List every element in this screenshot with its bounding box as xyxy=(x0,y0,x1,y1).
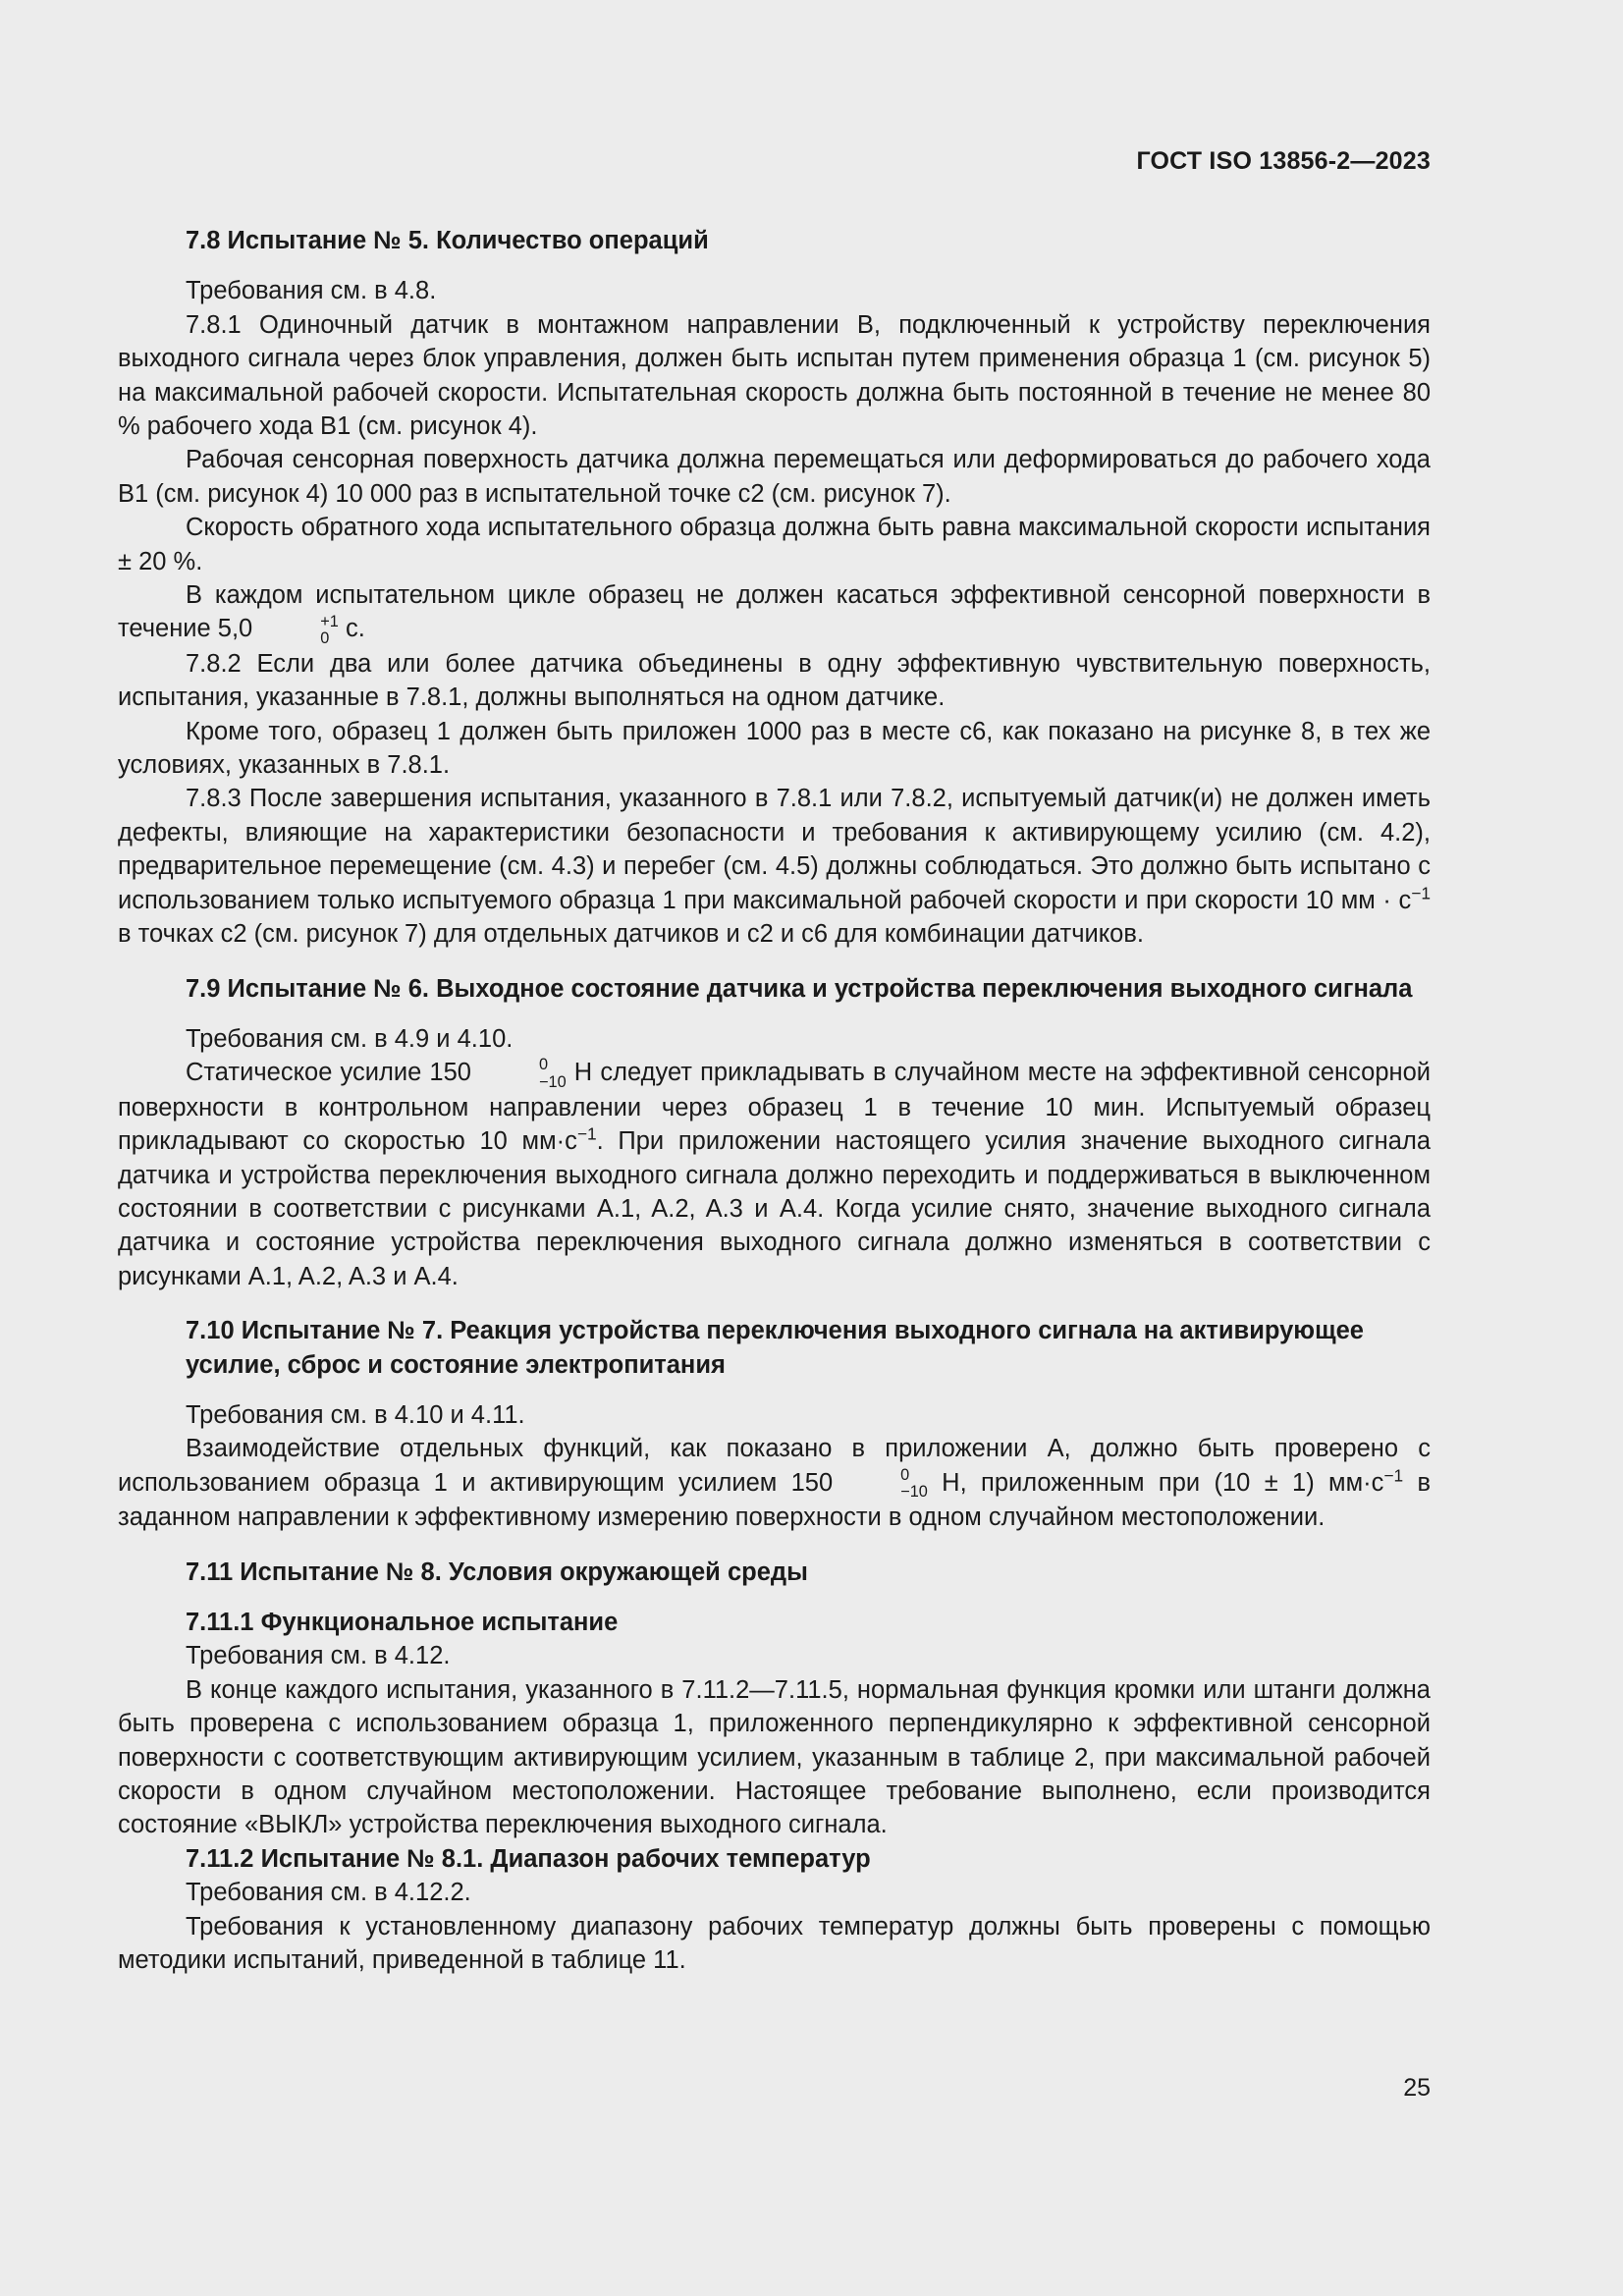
p79-exponent: −1 xyxy=(576,1123,597,1144)
section-7-9-requirements: Требования см. в 4.9 и 4.10. xyxy=(186,1024,514,1053)
section-7-10-requirements: Требования см. в 4.10 и 4.11. xyxy=(186,1400,525,1429)
paragraph-7-8-1-return-speed: Скорость обратного хода испытательного образца должна быть равна максимальной скорости испытания ± 20 %. xyxy=(118,514,1431,575)
p710-text: Взаимодействие отдельных функций, как показано в приложении A, должно быть проверено с использованием образца 1 и активирующим усилием 150 xyxy=(118,1435,1431,1497)
section-7-11-2-heading: 7.11.2 Испытание № 8.1. Диапазон рабочих температур xyxy=(186,1844,871,1873)
section-7-11-1-requirements: Требования см. в 4.12. xyxy=(186,1642,451,1670)
paragraph-7-11-2-temperature: Требования к установленному диапазону рабочих температур должны быть проверены с помощью методики испытаний, приведенной в таблице 11. xyxy=(118,1912,1431,1975)
p710-tolerance-upper: 0 xyxy=(900,1465,910,1484)
p79-tolerance-lower: −10 xyxy=(538,1072,567,1091)
paragraph-7-11-1-function-check: В конце каждого испытания, указанного в 7.11.2—7.11.5, нормальная функция кромки или штанги должна быть проверена с использованием образца 1, приложенного перпендикулярно к эффективной сенсорной поверхности с соответствующим активирующим усилием, указанным в таблице 2, при максимальной рабочей скорости в одном случайном местоположении. Настоящее требование выполнено, если производится состояние «ВЫКЛ» устройства переключения выходного сигнала. xyxy=(118,1675,1431,1839)
p710-tolerance-lower: −10 xyxy=(900,1483,928,1502)
page-number: 25 xyxy=(1403,2074,1431,2102)
p783-exponent: −1 xyxy=(1411,883,1431,903)
p79-mid: Н следует прикладывать в случайном месте на эффективной сенсорной поверхности в контрольном направлении через образец 1 в течение 10 мин. Испытуемый образец прикладывают со скоростью 10 мм·с xyxy=(118,1059,1432,1156)
p710-exponent: −1 xyxy=(1383,1465,1404,1486)
p79-tail: . При приложении настоящего усилия значение выходного сигнала датчика и устройства переключения выходного сигнала должно переходить и поддерживаться в выключенном состоянии в соответствии с рисунками A.1, A.2, A.3 и A.4. Когда усилие снято, значение выходного сигнала датчика и состояние устройства переключения выходного сигнала должно изменяться в соответствии с рисунками A.1, A.2, A.3 и A.4. xyxy=(118,1127,1432,1290)
p710-tail: в заданном направлении к эффективному измерению поверхности в одном случайном местоположении. xyxy=(118,1468,1431,1532)
section-7-10-heading: 7.10 Испытание № 7. Реакция устройства переключения выходного сигнала на активирующее усилие, сброс и состояние электропитания xyxy=(186,1317,1364,1379)
paragraph-7-8-3 xyxy=(118,782,1431,951)
tolerance-lower: 0 xyxy=(320,629,330,647)
p79-tolerance xyxy=(471,1057,567,1090)
p79-tolerance-upper: 0 xyxy=(538,1056,549,1074)
section-7-11-2-requirements: Требования см. в 4.12.2. xyxy=(186,1879,471,1907)
contact-text: В каждом испытательном цикле образец не должен касаться эффективной сенсорной поверхности в течение 5,0 xyxy=(118,581,1431,643)
p79-text: Статическое усилие 150 xyxy=(186,1059,471,1087)
tolerance xyxy=(252,614,339,647)
section-7-11-1-heading: 7.11.1 Функциональное испытание xyxy=(186,1608,619,1636)
document-body xyxy=(118,224,1431,1977)
p783-tail: в точках c2 (см. рисунок 7) для отдельных датчиков и c2 и c6 для комбинации датчиков. xyxy=(118,920,1144,949)
section-7-9-heading: 7.9 Испытание № 6. Выходное состояние датчика и устройства переключения выходного сигнала xyxy=(186,974,1413,1003)
paragraph-7-8-1-contact xyxy=(118,578,1431,647)
paragraph-7-9-static-force xyxy=(118,1056,1431,1293)
p710-mid: Н, приложенным при (10 ± 1) мм·с xyxy=(927,1468,1384,1497)
document-code-header: ГОСТ ISO 13856-2—2023 xyxy=(1136,147,1431,175)
document-page xyxy=(118,0,1431,2296)
paragraph-7-8-1-travel: Рабочая сенсорная поверхность датчика должна перемещаться или деформироваться до рабочего хода B1 (см. рисунок 4) 10 000 раз в испытательной точке c2 (см. рисунок 7). xyxy=(118,446,1431,508)
contact-unit: с. xyxy=(338,615,365,643)
paragraph-7-10-interaction xyxy=(118,1432,1431,1534)
tolerance-upper: +1 xyxy=(320,612,339,630)
p783-text: 7.8.3 После завершения испытания, указанного в 7.8.1 или 7.8.2, испытуемый датчик(и) не должен иметь дефекты, влияющие на характеристики безопасности и требования к активирующему усилию (см. 4.2), предварительное перемещение (см. 4.3) и перебег (см. 4.5) должны соблюдаться. Это должно быть испытано с использованием только испытуемого образца 1 при максимальной рабочей скорости и при скорости 10 мм · с xyxy=(118,785,1431,914)
section-7-8-heading: 7.8 Испытание № 5. Количество операций xyxy=(186,227,709,254)
section-7-8-requirements: Требования см. в 4.8. xyxy=(186,277,437,305)
section-7-11-heading: 7.11 Испытание № 8. Условия окружающей среды xyxy=(186,1558,808,1586)
paragraph-7-8-2-extra: Кроме того, образец 1 должен быть приложен 1000 раз в месте c6, как показано на рисунке 8, в тех же условиях, указанных в 7.8.1. xyxy=(118,717,1431,780)
paragraph-7-8-1: 7.8.1 Одиночный датчик в монтажном направлении B, подключенный к устройству переключения выходного сигнала через блок управления, должен быть испытан путем применения образца 1 (см. рисунок 5) на максимальной рабочей скорости. Испытательная скорость должна быть постоянной в течение не менее 80 % рабочего хода B1 (см. рисунок 4). xyxy=(118,310,1431,441)
paragraph-7-8-2: 7.8.2 Если два или более датчика объединены в одну эффективную чувствительную поверхность, испытания, указанные в 7.8.1, должны выполняться на одном датчике. xyxy=(118,649,1431,712)
p710-tolerance xyxy=(833,1467,928,1501)
